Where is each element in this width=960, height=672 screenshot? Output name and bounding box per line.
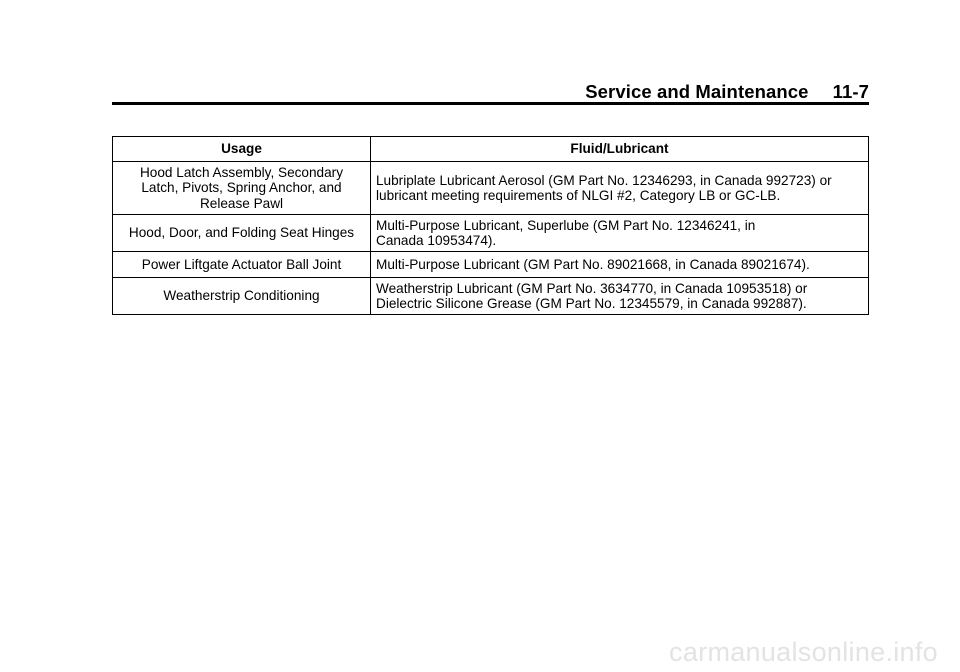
- fluid-text: Weatherstrip Lubricant (GM Part No. 3634770, in Canada 10953518) or Dielectric Silicone Grease (GM Part No. 12345579, in Canada 992887).: [376, 280, 808, 311]
- table-row: [113, 278, 869, 315]
- usage-cell: Weatherstrip Conditioning: [113, 278, 371, 315]
- usage-cell: Hood, Door, and Folding Seat Hinges: [113, 215, 371, 252]
- header-rule: [112, 102, 869, 105]
- table-row: [113, 215, 869, 252]
- lubricant-table: [112, 136, 869, 315]
- table-row: [113, 252, 869, 278]
- usage-cell: [113, 162, 371, 215]
- table-header-row: [113, 137, 869, 162]
- table-row: [113, 162, 869, 215]
- column-header-fluid: Fluid/Lubricant: [371, 137, 869, 162]
- usage-cell: Power Liftgate Actuator Ball Joint: [113, 252, 371, 278]
- watermark: carmanualsonline.info: [669, 637, 938, 667]
- page-header: [112, 78, 869, 106]
- section-title: Service and Maintenance: [585, 81, 809, 102]
- fluid-cell: Multi-Purpose Lubricant (GM Part No. 89021668, in Canada 89021674).: [371, 252, 869, 278]
- usage-text: Hood Latch Assembly, Secondary Latch, Pivots, Spring Anchor, and Release Pawl: [139, 164, 343, 211]
- page-number: 11-7: [832, 81, 869, 102]
- page-heading: [585, 81, 869, 103]
- column-header-usage: Usage: [113, 137, 371, 162]
- fluid-cell: [371, 215, 869, 252]
- fluid-cell: [371, 278, 869, 315]
- fluid-cell: Lubriplate Lubricant Aerosol (GM Part No. 12346293, in Canada 992723) or lubricant meeting requirements of NLGI #2, Category LB or GC-LB.: [371, 162, 869, 215]
- fluid-text: Multi-Purpose Lubricant, Superlube (GM Part No. 12346241, in Canada 10953474).: [376, 217, 756, 248]
